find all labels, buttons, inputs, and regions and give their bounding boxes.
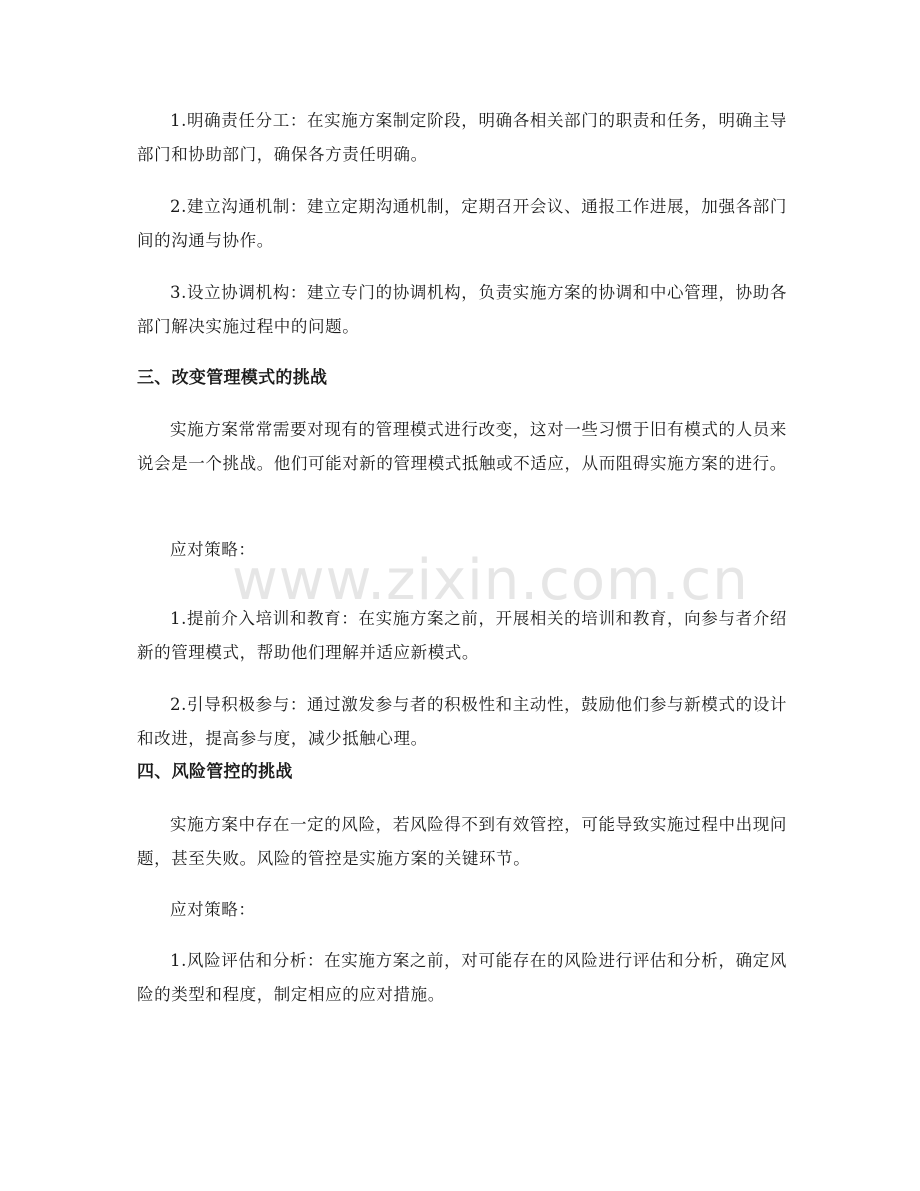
watermark-text: www.zixin.com.cn [232,548,749,613]
paragraph-responsibility: 1.明确责任分工：在实施方案制定阶段，明确各相关部门的职责和任务，明确主导部门和协助部门，确保各方责任明确。 [137,111,787,164]
paragraph-management-intro: 实施方案常常需要对现有的管理模式进行改变，这对一些习惯于旧有模式的人员来说会是一个挑战。他们可能对新的管理模式抵触或不适应，从而阻碍实施方案的进行。 [137,420,787,473]
section-heading-risk-control: 四、风险管控的挑战 [137,762,293,782]
paragraph-risk-intro: 实施方案中存在一定的风险，若风险得不到有效管控，可能导致实施过程中出现问题，甚至失败。风险的管控是实施方案的关键环节。 [137,815,787,868]
paragraph-risk-assessment: 1.风险评估和分析：在实施方案之前，对可能存在的风险进行评估和分析，确定风险的类型和程度，制定相应的应对措施。 [137,951,787,1004]
paragraph-coordination: 3.设立协调机构：建立专门的协调机构，负责实施方案的协调和中心管理，协助各部门解决实施过程中的问题。 [137,283,787,336]
paragraph-participation: 2.引导积极参与：通过激发参与者的积极性和主动性，鼓励他们参与新模式的设计和改进，提高参与度，减少抵触心理。 [137,695,787,748]
paragraph-communication: 2.建立沟通机制：建立定期沟通机制，定期召开会议、通报工作进展，加强各部门间的沟通与协作。 [137,197,787,250]
strategy-label: 应对策略： [170,900,256,919]
paragraph-training: 1.提前介入培训和教育：在实施方案之前，开展相关的培训和教育，向参与者介绍新的管理模式，帮助他们理解并适应新模式。 [137,609,787,662]
strategy-label: 应对策略： [170,540,256,559]
section-heading-management-mode: 三、改变管理模式的挑战 [137,368,328,388]
